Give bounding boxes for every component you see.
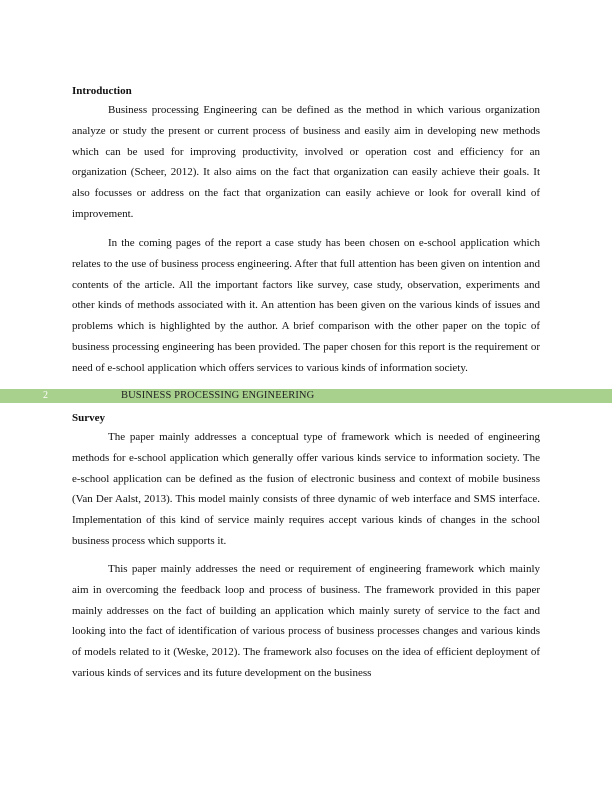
survey-heading: Survey (72, 412, 105, 424)
running-header-title: BUSINESS PROCESSING ENGINEERING (121, 390, 315, 401)
survey-paragraph-1: The paper mainly addresses a conceptual type of framework which is needed of engineering methods for e-school application which generally offer various kinds service to information society. The e-school application can be defined as the fusion of electronic business and context of mobile business (Van Der Aalst, 2013). This model mainly consists of three dynamic of web interface and SMS interface. Implementation of this kind of service mainly requires accept various kinds of changes in the school business process which supports it. (72, 431, 540, 547)
introduction-heading: Introduction (72, 85, 132, 97)
introduction-paragraph-2: In the coming pages of the report a case study has been chosen on e-school application which relates to the use of business process engineering. After that full attention has been given on intention and contents of the article. All the important factors like survey, case study, observation, experiments and other kinds of methods associated with it. An attention has been given on the various kinds of issues and problems which is highlighted by the author. A brief comparison with the other paper on the topic of business processing engineering has been provided. The paper chosen for this report is the requirement or need of e-school application which offers services to various kinds of information society. (72, 237, 540, 374)
survey-paragraph-2: This paper mainly addresses the need or requirement of engineering framework which mainly aim in overcoming the feedback loop and process of business. The framework provided in this paper mainly addresses on the fact of building an application which mainly surety of service to the fact and looking into the fact of identification of various process of business processes changes and various kinds of models related to it (Weske, 2012). The framework also focuses on the idea of efficient deployment of various kinds of services and its future development on the business (72, 563, 540, 679)
page-number: 2 (43, 390, 48, 401)
introduction-paragraph-1: Business processing Engineering can be defined as the method in which various organization analyze or study the present or current process of business and easily aim in developing new methods which can be used for improving productivity, involved or operation cost and efficiency for an organization (Scheer, 2012). It also aims on the fact that organization can easily achieve their goals. It also focusses or address on the fact that organization can easily achieve or look for overall kind of improvement. (72, 104, 540, 220)
